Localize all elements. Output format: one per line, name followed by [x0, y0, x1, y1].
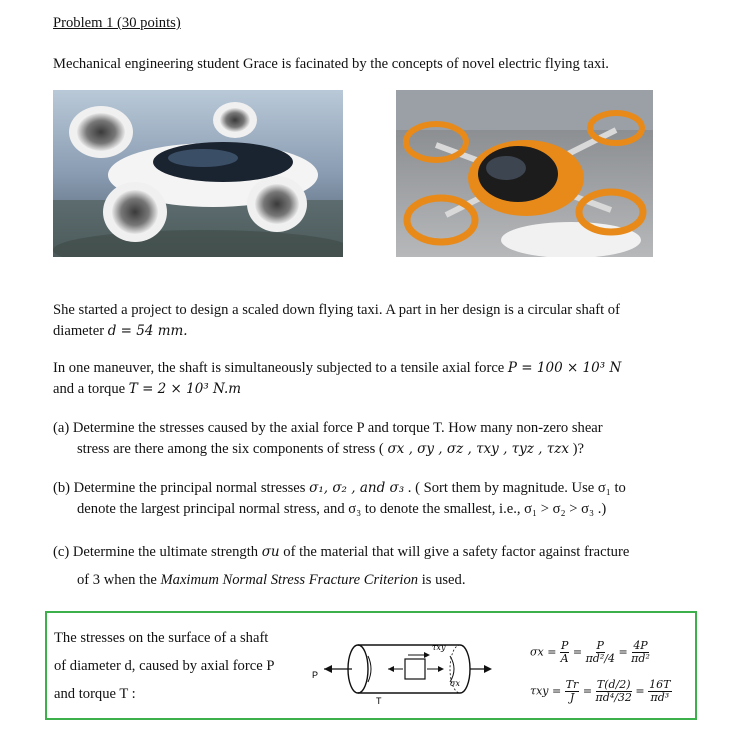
formula-tau: τxy = $\frac{Tr}{J}$ = $\frac{T(d/2)}{\text{πd⁴/32}}$ = $\frac{16T}{\text{πd³}}$	[530, 678, 671, 704]
label-txy: τxy	[432, 643, 446, 652]
part-a: (a) Determine the stresses caused by the axial force P and torque T. How many non-zero shear stress are there among the six components of stress ( σx , σy , σz , τxy , τyz , τzx )?	[53, 420, 603, 457]
formula-sigma: σx = $\frac{P}{A}$ = $\frac{P}{\text{πd²/4}}$ = $\frac{4P}{\text{πd²}}$	[530, 639, 650, 665]
problem-title: Problem 1 (30 points)	[53, 15, 181, 31]
shaft-diagram	[310, 628, 500, 710]
paragraph-design: She started a project to design a scaled down flying taxi. A part in her design is a circular shaft of diameter d = 54 mm.	[53, 302, 620, 339]
intro-text: Mechanical engineering student Grace is facinated by the concepts of novel electric flying taxi.	[53, 56, 609, 72]
white-flying-taxi-image	[53, 90, 343, 257]
label-sx: σx	[450, 679, 460, 688]
paragraph-loading: In one maneuver, the shaft is simultaneously subjected to a tensile axial force P = 100 × 10³ N and a torque T = 2 × 10³ N.m	[53, 360, 622, 397]
part-c: (c) Determine the ultimate strength σu of the material that will give a safety factor against fracture of 3 when the Maximum Normal Stress Fracture Criterion is used.	[53, 544, 630, 588]
part-b: (b) Determine the principal normal stresses σ₁, σ₂ , and σ₃ . ( Sort them by magnitude. Use σ₁ to denote the largest principal normal stress, and σ₃ to denote the smallest, i.e., σ₁ > σ₂ > σ₃ .)	[53, 480, 626, 517]
orange-flying-taxi-image	[396, 90, 653, 257]
label-t: T	[376, 696, 382, 706]
box-text: The stresses on the surface of a shaft of diameter d, caused by axial force P and torque T :	[54, 630, 275, 702]
label-p: P	[312, 670, 319, 680]
